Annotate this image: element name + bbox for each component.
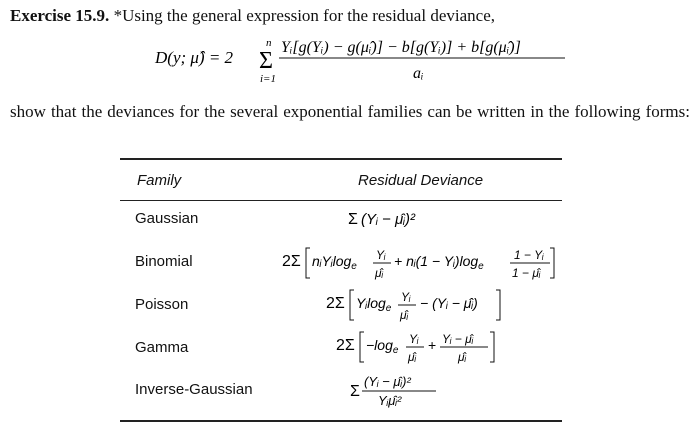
invgauss-sum: Σ (350, 383, 360, 400)
equation-denominator: aᵢ (413, 65, 424, 82)
gamma-frac1-num: Yᵢ (409, 332, 419, 346)
exercise-heading (10, 6, 495, 26)
binomial-frac2-num: 1 − Yᵢ (514, 248, 544, 262)
family-gaussian: Gaussian (135, 210, 199, 227)
binomial-coef: 2Σ (282, 253, 301, 270)
deviance-formulas (260, 196, 580, 426)
gamma-term1: $-\log_e$ (366, 337, 399, 356)
gamma-bracket-left (360, 332, 364, 362)
deviance-inverse-gaussian (350, 374, 436, 408)
gamma-frac1-den: μ̂ᵢ (408, 350, 417, 364)
family-gamma: Gamma (135, 339, 189, 356)
invgauss-num: (Yᵢ − μ̂ᵢ)² (364, 374, 411, 389)
gaussian-sum: Σ (348, 211, 358, 228)
sum-lower-limit: i=1 (260, 73, 276, 85)
family-binomial: Binomial (135, 253, 193, 270)
binomial-frac1-num: Yᵢ (376, 248, 386, 262)
header-residual-deviance: Residual Deviance (358, 172, 484, 189)
poisson-coef: 2Σ (326, 295, 345, 312)
deviance-formulas-svg (260, 196, 580, 421)
header-family: Family (137, 172, 182, 189)
sum-upper-limit: n (266, 37, 272, 49)
binomial-frac2-den: 1 − μ̂ᵢ (512, 266, 541, 280)
poisson-frac-den: μ̂ᵢ (400, 308, 409, 322)
table-top-rule (120, 158, 562, 160)
table-bottom-rule (120, 420, 562, 422)
deviance-gaussian (348, 211, 416, 228)
exercise-text: *Using the general expression for the residual deviance, (113, 6, 495, 25)
sum-symbol: Σ (259, 48, 273, 74)
poisson-frac-num: Yᵢ (401, 290, 411, 304)
binomial-term1: nᵢYᵢlog$_e$ (312, 253, 357, 272)
binomial-term2: + nᵢ(1 − $Yᵢ)\log_e$ (394, 253, 484, 272)
invgauss-den: Yᵢμ̂ᵢ² (378, 393, 402, 408)
gamma-bracket-right (490, 332, 494, 362)
main-equation-svg (155, 30, 575, 86)
poisson-bracket-right (496, 290, 500, 320)
equation-numerator: Yᵢ[g(Yᵢ) − g(μ̂ᵢ)] − b[g(Yᵢ)] + b[g(μ̂ᵢ)] (281, 39, 521, 56)
deviance-poisson (326, 290, 500, 322)
poisson-bracket-left (350, 290, 354, 320)
binomial-bracket-right (550, 248, 554, 278)
gamma-plus: + (428, 337, 437, 353)
family-inverse-gaussian: Inverse-Gaussian (135, 381, 253, 398)
family-poisson: Poisson (135, 296, 189, 313)
poisson-term1: Yᵢlog$_e$ (356, 295, 392, 314)
deviance-binomial (282, 248, 554, 280)
gaussian-term: (Yᵢ − μ̂ᵢ)² (361, 211, 416, 228)
gamma-frac2-den: μ̂ᵢ (458, 350, 467, 364)
intro-text: show that the deviances for the several exponential families can be written in the following forms: (10, 102, 690, 121)
equation-lhs: D(y; μ̂) = 2 (155, 48, 234, 67)
exercise-number: Exercise 15.9. (10, 6, 110, 25)
deviance-gamma (336, 332, 494, 364)
gamma-coef: 2Σ (336, 337, 355, 354)
binomial-frac1-den: μ̂ᵢ (375, 266, 384, 280)
gamma-frac2-num: Yᵢ − μ̂ᵢ (442, 332, 474, 346)
poisson-term2: − (Yᵢ − μ̂ᵢ) (420, 295, 478, 311)
binomial-bracket-left (306, 248, 310, 278)
